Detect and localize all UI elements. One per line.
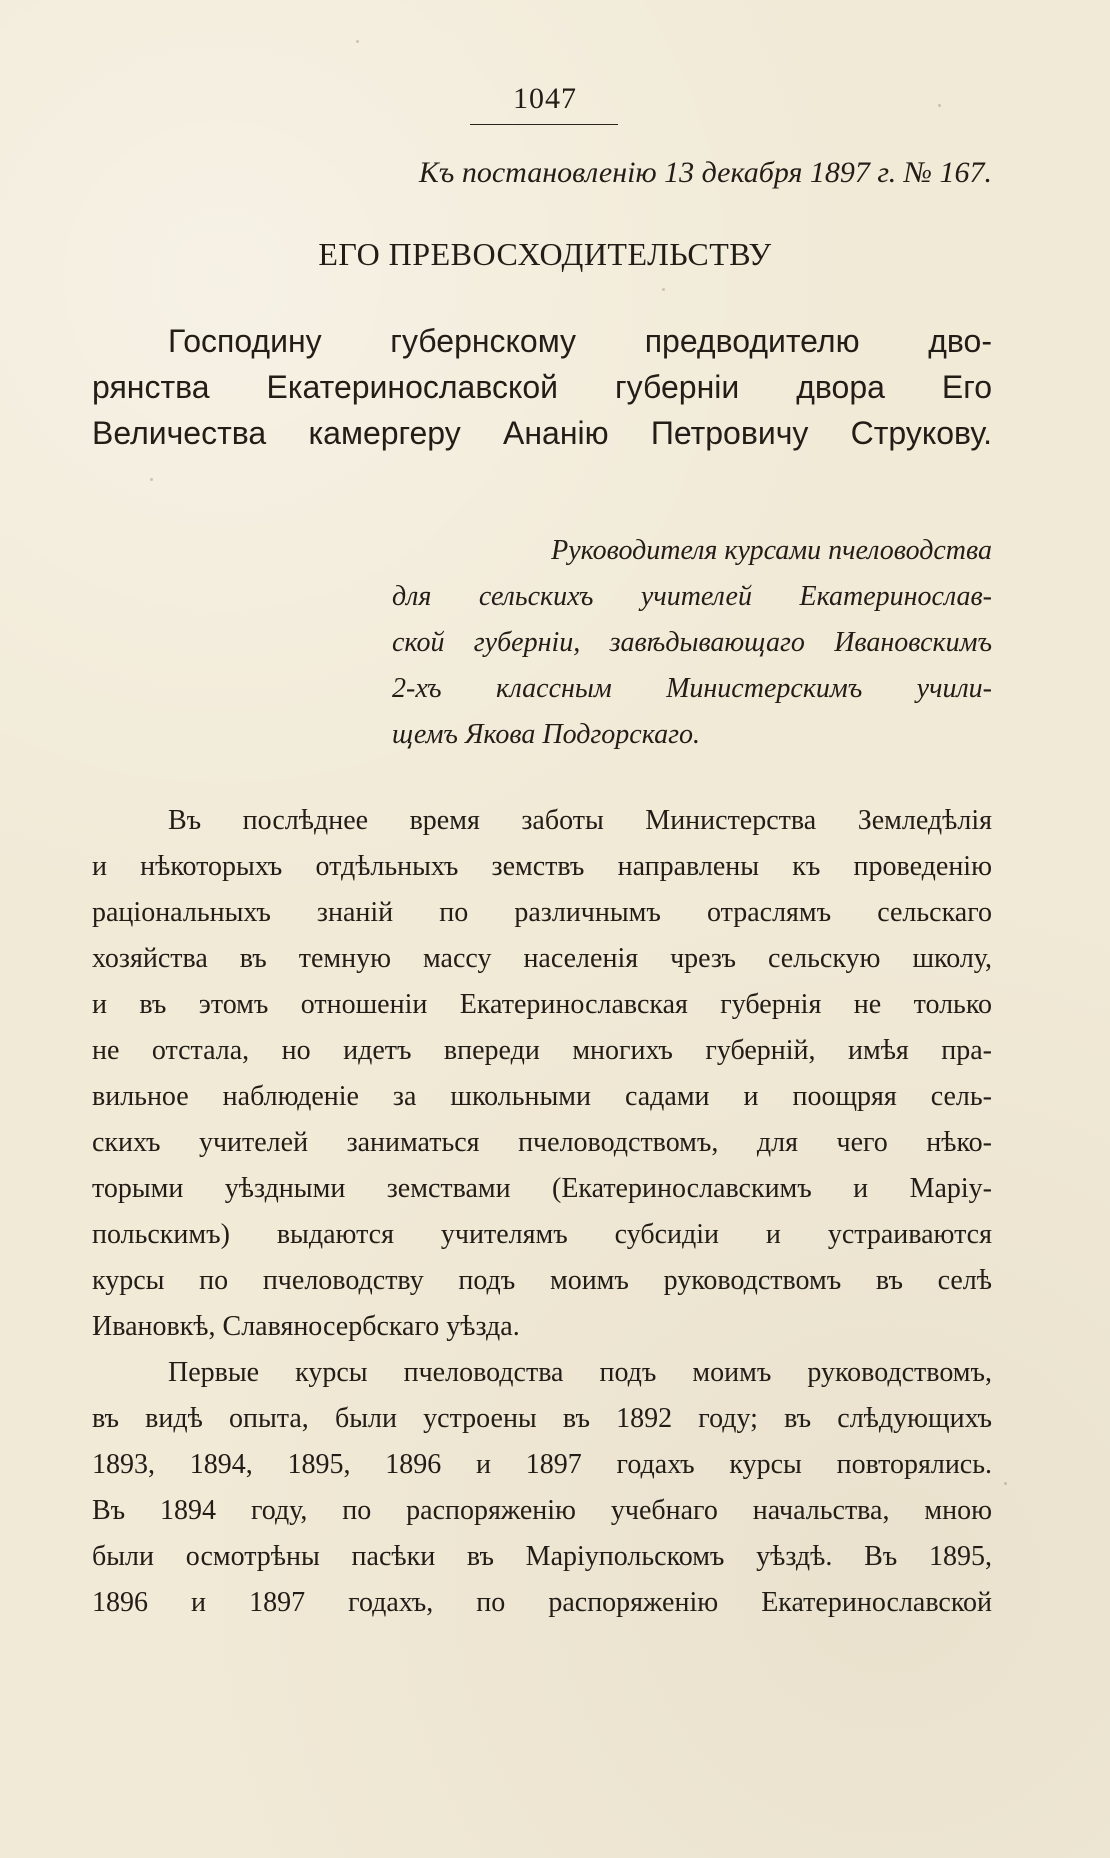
author-line: 2-хъ классным Министерскимъ учили- <box>392 673 992 704</box>
text-line: не отстала, но идетъ впереди многихъ губерній, имѣя пра- <box>92 1035 992 1066</box>
text-line: и въ этомъ отношеніи Екатеринославская губернія не только <box>92 989 992 1020</box>
addressee-name <box>92 318 992 456</box>
text-line: Ивановкѣ, Славяносербскаго уѣзда. <box>92 1311 520 1342</box>
author-signature-block <box>392 528 992 758</box>
paper-speck <box>938 104 941 107</box>
text-line: Въ 1894 году, по распоряженію учебнаго начальства, мною <box>92 1495 992 1526</box>
author-line: Руководителя курсами пчеловодства <box>551 535 992 566</box>
addressee-line: Господину губернскому предводителю дво- <box>168 323 992 359</box>
page-number: 1047 <box>513 82 577 115</box>
page-number-rule <box>470 124 618 125</box>
author-line: для сельскихъ учителей Екатеринослав- <box>392 581 992 612</box>
paper-speck <box>150 478 153 481</box>
text-line: хозяйства въ темную массу населенія чрезъ сельскую школу, <box>92 943 992 974</box>
paragraph <box>92 1350 992 1626</box>
paper-speck <box>356 40 359 43</box>
addressee-line: рянства Екатеринославской губерніи двора Его <box>92 369 992 405</box>
text-line: были осмотрѣны пасѣки въ Маріупольскомъ уѣздѣ. Въ 1895, <box>92 1541 992 1572</box>
text-line: вильное наблюденіе за школьными садами и поощряя сель- <box>92 1081 992 1112</box>
body-text <box>92 798 992 1626</box>
text-line: скихъ учителей заниматься пчеловодствомъ, для чего нѣко- <box>92 1127 992 1158</box>
addressee-line: Величества камергеру Ананію Петровичу Струкову. <box>92 415 992 451</box>
text-line: Первые курсы пчеловодства подъ моимъ руководствомъ, <box>168 1357 992 1388</box>
addressee-title: ЕГО ПРЕВОСХОДИТЕЛЬСТВУ <box>318 236 772 272</box>
text-line: курсы по пчеловодству подъ моимъ руководствомъ въ селѣ <box>92 1265 992 1296</box>
text-line: 1893, 1894, 1895, 1896 и 1897 годахъ курсы повторялись. <box>92 1449 992 1480</box>
paragraph <box>92 798 992 1350</box>
resolution-reference: Къ постановленію 13 декабря 1897 г. № 167. <box>418 156 992 189</box>
text-line: Въ послѣднее время заботы Министерства Земледѣлія <box>168 805 992 836</box>
paper-speck <box>1004 1482 1007 1485</box>
text-line: и нѣкоторыхъ отдѣльныхъ земствъ направлены къ проведенію <box>92 851 992 882</box>
text-line: въ видѣ опыта, были устроены въ 1892 году; въ слѣдующихъ <box>92 1403 992 1434</box>
author-line: ской губерніи, завѣдывающаго Ивановскимъ <box>392 627 992 658</box>
text-line: торыми уѣздными земствами (Екатеринославскимъ и Маріу- <box>92 1173 992 1204</box>
text-line: раціональныхъ знаній по различнымъ отраслямъ сельскаго <box>92 897 992 928</box>
text-line: польскимъ) выдаются учителямъ субсидіи и устраиваются <box>92 1219 992 1250</box>
paper-speck <box>662 288 665 291</box>
author-line: щемъ Якова Подгорскаго. <box>392 719 701 750</box>
text-line: 1896 и 1897 годахъ, по распоряженію Екатеринославской <box>92 1587 992 1618</box>
